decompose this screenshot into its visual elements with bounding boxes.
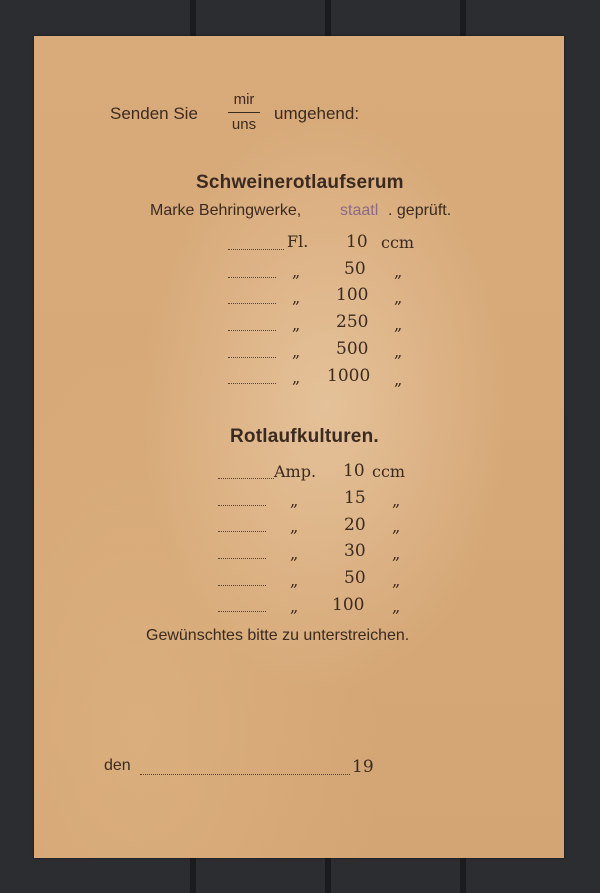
ditto-mark: „ (290, 544, 299, 563)
ditto-mark: „ (394, 315, 403, 334)
fill-in-dots (218, 557, 266, 559)
unit-label: Amp. (274, 462, 317, 481)
quantity-value: 250 (336, 312, 369, 332)
fill-in-dots (228, 356, 276, 358)
year-prefix: 19 (352, 757, 374, 777)
ditto-mark: „ (392, 597, 401, 616)
ditto-mark: „ (292, 262, 301, 281)
quantity-value: 10 (346, 232, 368, 252)
section1-title: Schweinerotlaufserum (196, 172, 404, 193)
ditto-mark: „ (392, 517, 401, 536)
ditto-mark: „ (392, 491, 401, 510)
fill-in-dots (218, 610, 266, 612)
ditto-mark: „ (392, 544, 401, 563)
ditto-mark: „ (394, 370, 403, 389)
ditto-mark: „ (292, 368, 301, 387)
intro-prefix: Senden Sie (110, 104, 198, 123)
quantity-value: 500 (336, 339, 369, 359)
fill-in-dots (228, 248, 284, 250)
ditto-mark: „ (292, 342, 301, 361)
quantity-value: 100 (336, 285, 369, 305)
ditto-mark: „ (290, 571, 299, 590)
unit-text: ccm (372, 462, 406, 481)
date-label: den (104, 757, 131, 774)
ditto-mark: „ (292, 315, 301, 334)
quantity-value: 30 (344, 541, 366, 561)
ditto-mark: „ (290, 491, 299, 510)
section1-subtitle-a: Marke Behringwerke, (150, 202, 302, 219)
ditto-mark: „ (394, 288, 403, 307)
quantity-value: 100 (332, 595, 365, 615)
fill-in-dots (218, 477, 274, 479)
fill-in-dots (228, 329, 276, 331)
fill-in-dots (228, 382, 276, 384)
quantity-value: 50 (344, 568, 366, 588)
instruction-text: Gewünschtes bitte zu unterstreichen. (146, 627, 410, 644)
quantity-value: 10 (343, 461, 365, 481)
date-fill-dots (140, 773, 350, 775)
ditto-mark: „ (394, 262, 403, 281)
quantity-value: 50 (344, 259, 366, 279)
fill-in-dots (218, 530, 266, 532)
ditto-mark: „ (394, 342, 403, 361)
quantity-value: 1000 (327, 366, 371, 386)
section1-subtitle-b: . geprüft. (388, 202, 452, 219)
unit-label: Fl. (287, 232, 309, 251)
ditto-mark: „ (392, 571, 401, 590)
fill-in-dots (218, 504, 266, 506)
quantity-value: 15 (344, 488, 366, 508)
fill-in-dots (228, 276, 276, 278)
quantity-value: 20 (344, 515, 366, 535)
fill-in-dots (218, 584, 266, 586)
ditto-mark: „ (292, 288, 301, 307)
fraction-line (228, 112, 260, 113)
ditto-mark: „ (290, 517, 299, 536)
unit-text: ccm (381, 233, 415, 252)
section1-subtitle-stamp: staatl (340, 202, 379, 219)
ditto-mark: „ (290, 597, 299, 616)
order-card (34, 36, 564, 858)
intro-suffix: umgehend: (274, 104, 360, 123)
intro-fraction-top: mir (233, 91, 255, 108)
intro-fraction-bottom: uns (231, 116, 257, 133)
fill-in-dots (228, 302, 276, 304)
section2-title: Rotlaufkulturen. (230, 426, 379, 447)
